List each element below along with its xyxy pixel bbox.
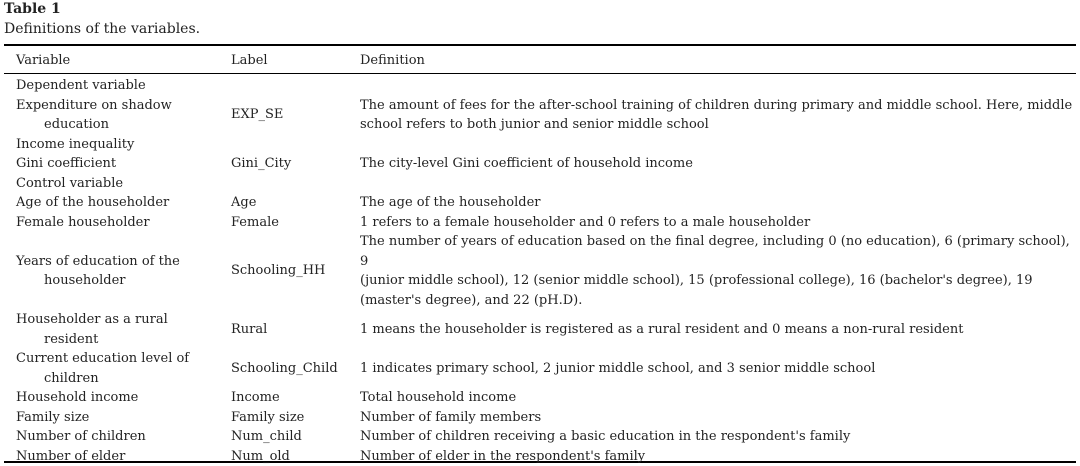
- table-row: [16, 310, 1076, 349]
- variable-cell: Householder as a rural resident: [16, 310, 231, 349]
- variable-cell: Gini coefficient: [16, 154, 231, 174]
- table-row: [16, 135, 1076, 155]
- label-cell: Schooling_HH: [231, 232, 360, 310]
- table-row: [16, 174, 1076, 194]
- label-cell: Rural: [231, 310, 360, 349]
- header-label: Label: [231, 49, 360, 73]
- table-row: [16, 427, 1076, 447]
- definition-cell: 1 indicates primary school, 2 junior middle school, and 3 senior middle school: [360, 349, 1076, 388]
- header-variable: Variable: [16, 49, 231, 73]
- header-definition: Definition: [360, 49, 1076, 73]
- table-row: [16, 96, 1076, 135]
- variable-cell: Years of education of the householder: [16, 232, 231, 310]
- table-row: [16, 408, 1076, 428]
- definition-cell: Total household income: [360, 388, 1076, 408]
- label-cell: Female: [231, 213, 360, 233]
- definition-cell: The age of the householder: [360, 193, 1076, 213]
- variables-table: [16, 49, 1076, 466]
- table-row: [16, 388, 1076, 408]
- header-row: [16, 49, 1076, 73]
- table-row: [16, 193, 1076, 213]
- label-cell: EXP_SE: [231, 96, 360, 135]
- definition-cell: The amount of fees for the after-school training of children during primary and middle school. Here, middle school refers to both junior and senior middle school: [360, 96, 1076, 135]
- definition-cell: The number of years of education based on the final degree, including 0 (no education), 6 (primary school), 9 (junior middle school), 12 (senior middle school), 15 (professional college), 16 (bachelor's degree), 19 (master's degree), and 22 (pH.D).: [360, 232, 1076, 310]
- definition-cell: 1 means the householder is registered as a rural resident and 0 means a non-rural resident: [360, 310, 1076, 349]
- table-caption: Definitions of the variables.: [4, 20, 200, 38]
- variable-cell: Number of children: [16, 427, 231, 447]
- label-cell: Income: [231, 388, 360, 408]
- table-row: [16, 232, 1076, 310]
- section-heading: Income inequality: [16, 135, 231, 155]
- table-row: [16, 154, 1076, 174]
- variable-cell: Family size: [16, 408, 231, 428]
- label-cell: Num_old: [231, 447, 360, 466]
- label-cell: Family size: [231, 408, 360, 428]
- label-cell: Num_child: [231, 427, 360, 447]
- definition-cell: Number of family members: [360, 408, 1076, 428]
- top-rule: [4, 44, 1076, 46]
- definition-cell: Number of elder in the respondent's family: [360, 447, 1076, 466]
- definition-cell: The city-level Gini coefficient of household income: [360, 154, 1076, 174]
- section-heading: Control variable: [16, 174, 231, 194]
- variable-cell: Household income: [16, 388, 231, 408]
- label-cell: Gini_City: [231, 154, 360, 174]
- variable-cell: Age of the householder: [16, 193, 231, 213]
- table-row: [16, 76, 1076, 96]
- table-row: [16, 349, 1076, 388]
- definition-cell: Number of children receiving a basic education in the respondent's family: [360, 427, 1076, 447]
- table-title: Table 1: [4, 0, 61, 18]
- table-row: [16, 213, 1076, 233]
- section-heading: Dependent variable: [16, 76, 231, 96]
- variable-cell: Female householder: [16, 213, 231, 233]
- variable-cell: Expenditure on shadow education: [16, 96, 231, 135]
- table-row: [16, 447, 1076, 466]
- definition-cell: 1 refers to a female householder and 0 refers to a male householder: [360, 213, 1076, 233]
- label-cell: Age: [231, 193, 360, 213]
- variable-cell: Number of elder: [16, 447, 231, 466]
- variable-cell: Current education level of children: [16, 349, 231, 388]
- label-cell: Schooling_Child: [231, 349, 360, 388]
